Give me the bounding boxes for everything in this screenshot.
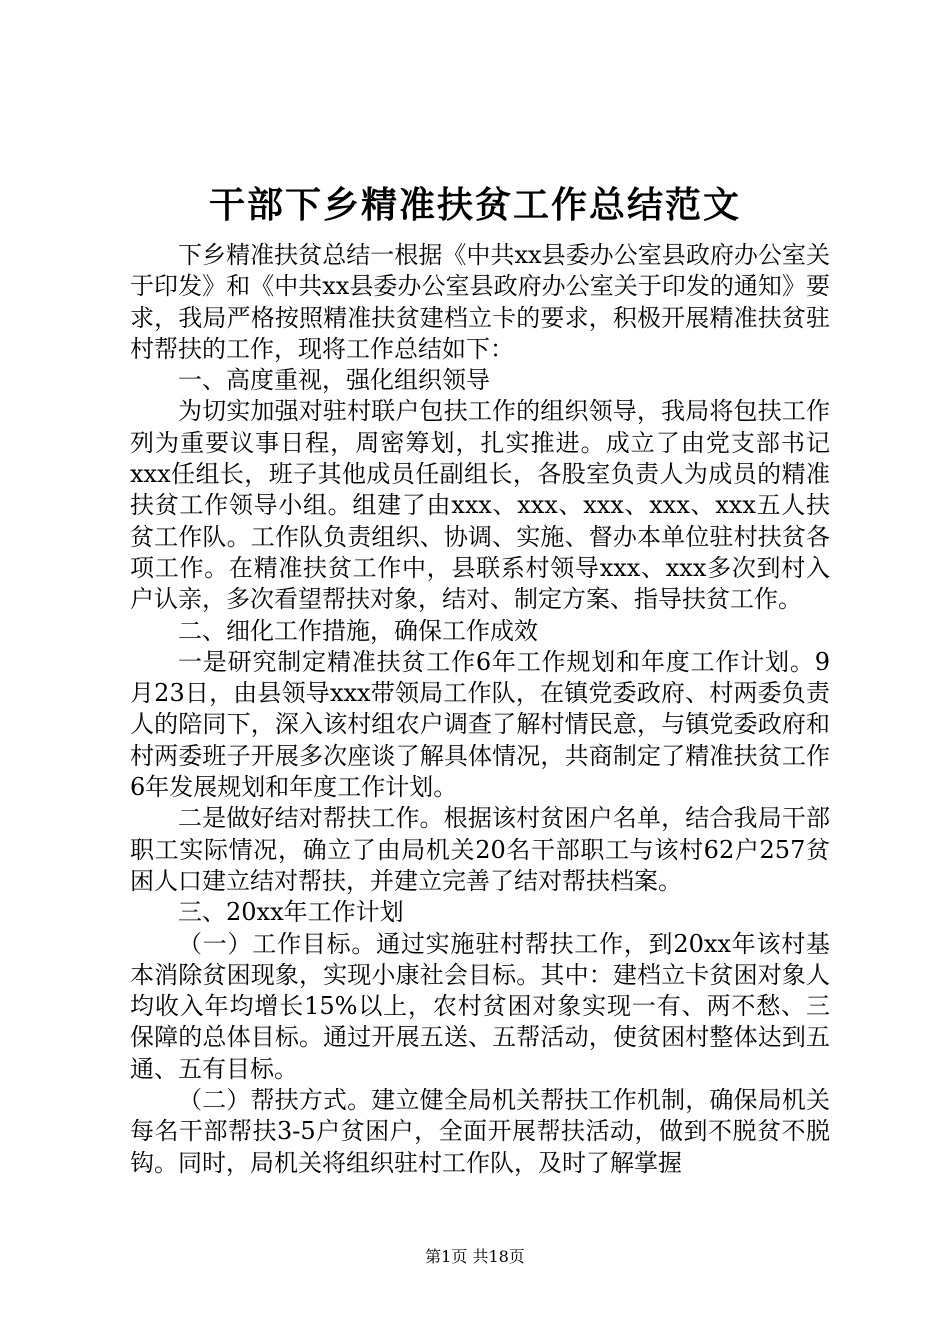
page-footer: 第1页 共18页 — [425, 1247, 525, 1266]
paragraph-pairing: 二是做好结对帮扶工作。根据该村贫困户名单，结合我局干部职工实际情况，确立了由局机关20名干部职工与该村62户257贫困人口建立结对帮扶，并建立完善了结对帮扶档案。 — [130, 804, 830, 895]
section-heading-2: 二、细化工作措施，确保工作成效 — [178, 616, 538, 645]
document-body — [130, 240, 830, 1179]
paragraph-goals: （一）工作目标。通过实施驻村帮扶工作，到20xx年该村基本消除贫困现象，实现小康社会目标。其中：建档立卡贫困对象人均收入年均增长15%以上，农村贫困对象实现一有、两不愁、三保障的总体目标。通过开展五送、五帮活动，使贫困村整体达到五通、五有目标。 — [130, 929, 830, 1083]
paragraph-methods: （二）帮扶方式。建立健全局机关帮扶工作机制，确保局机关每名干部帮扶3-5户贫困户，全面开展帮扶活动，做到不脱贫不脱钩。同时，局机关将组织驻村工作队，及时了解掌握 — [130, 1086, 830, 1177]
document-title: 干部下乡精准扶贫工作总结范文 — [208, 184, 741, 226]
paragraph-intro: 下乡精准扶贫总结一根据《中共xx县委办公室县政府办公室关于印发》和《中共xx县委办公室县政府办公室关于印发的通知》要求，我局严格按照精准扶贫建档立卡的要求，积极开展精准扶贫驻村帮扶的工作，现将工作总结如下： — [130, 241, 830, 363]
paragraph-organization: 为切实加强对驻村联户包扶工作的组织领导，我局将包扶工作列为重要议事日程，周密筹划，扎实推进。成立了由党支部书记xxx任组长，班子其他成员任副组长，各股室负责人为成员的精准扶贫工作领导小组。组建了由xxx、xxx、xxx、xxx、xxx五人扶贫工作队。工作队负责组织、协调、实施、督办本单位驻村扶贫各项工作。在精准扶贫工作中，县联系村领导xxx、xxx多次到村入户认亲，多次看望帮扶对象，结对、制定方案、指导扶贫工作。 — [130, 397, 830, 614]
section-heading-1: 一、高度重视，强化组织领导 — [178, 366, 490, 395]
paragraph-planning: 一是研究制定精准扶贫工作6年工作规划和年度工作计划。9月23日，由县领导xxx带领局工作队，在镇党委政府、村两委负责人的陪同下，深入该村组农户调查了解村情民意，与镇党委政府和村两委班子开展多次座谈了解具体情况，共商制定了精准扶贫工作6年发展规划和年度工作计划。 — [130, 647, 830, 802]
section-heading-3: 三、20xx年工作计划 — [178, 898, 404, 927]
